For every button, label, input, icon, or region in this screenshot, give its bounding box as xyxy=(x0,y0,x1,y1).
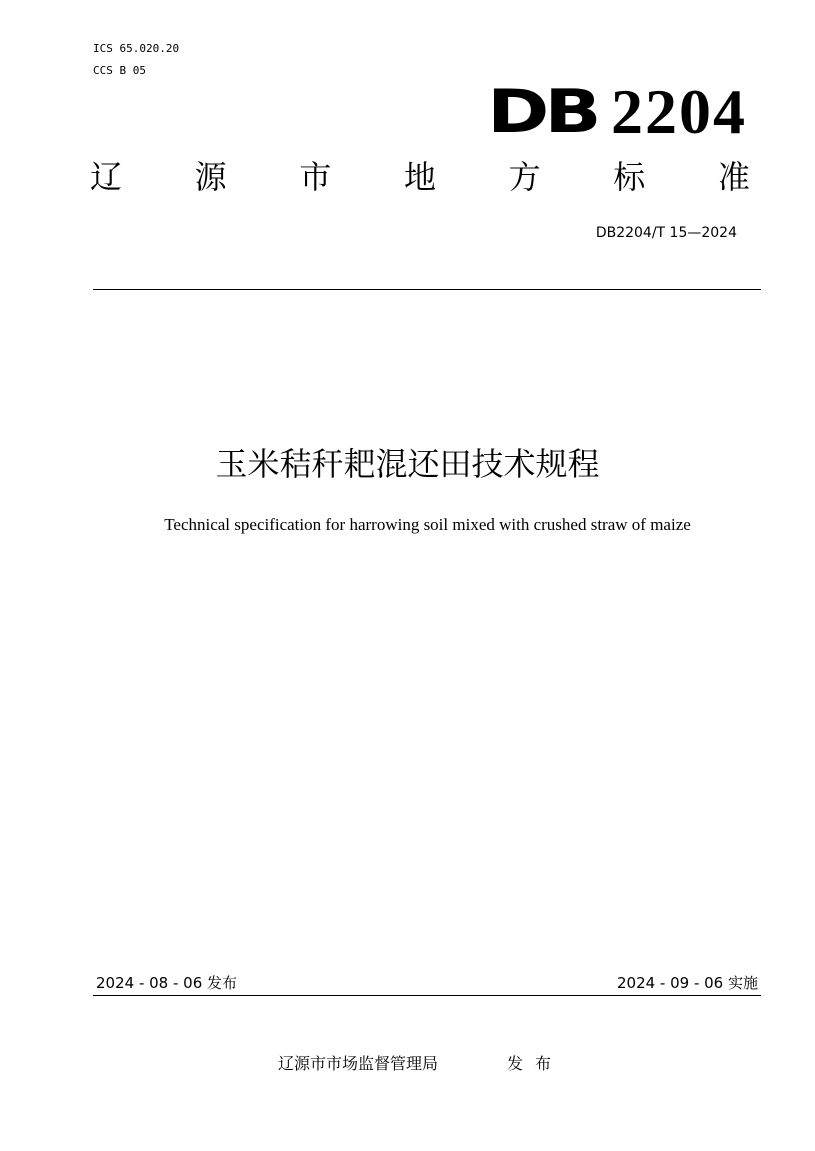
db-letters: DB xyxy=(487,77,597,147)
implementation-date: 2024 - 09 - 06 实施 xyxy=(616,974,758,992)
standard-type-char: 准 xyxy=(717,158,750,196)
ccs-code: CCS B 05 xyxy=(93,64,146,77)
standard-type-char: 标 xyxy=(613,158,646,196)
publisher-name: 辽源市市场监督管理局 xyxy=(278,1054,439,1073)
standard-type-char: 源 xyxy=(194,158,227,196)
db-region-number: 2204 xyxy=(611,76,747,147)
document-title-chinese: 玉米秸秆耙混还田技术规程 xyxy=(215,445,600,483)
standard-type-char: 方 xyxy=(508,158,541,196)
db-standard-logo xyxy=(487,76,747,147)
bottom-divider xyxy=(93,995,761,996)
standard-type-heading xyxy=(90,157,750,197)
standard-type-char: 市 xyxy=(299,158,332,196)
standard-type-char: 地 xyxy=(403,158,436,196)
publish-label: 发布 xyxy=(507,1054,564,1073)
standard-code: DB2204/T 15—2024 xyxy=(595,225,737,241)
top-divider xyxy=(93,289,761,290)
standard-type-char: 辽 xyxy=(90,158,123,196)
document-title-english: Technical specification for harrowing soil mixed with crushed straw of maize xyxy=(164,515,691,534)
issue-date: 2024 - 08 - 06 发布 xyxy=(96,974,238,992)
ics-code: ICS 65.020.20 xyxy=(93,42,180,55)
